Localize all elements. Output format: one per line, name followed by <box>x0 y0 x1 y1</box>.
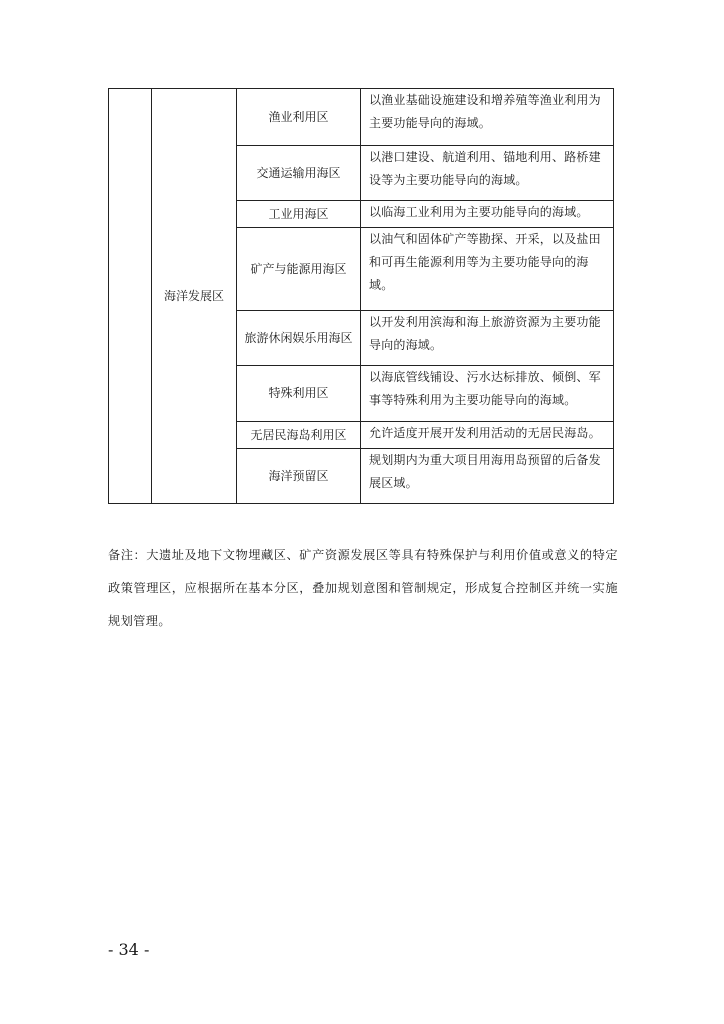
page-number: - 34 - <box>108 940 150 959</box>
remark-paragraph: 备注：大遗址及地下文物埋藏区、矿产资源发展区等具有特殊保护与利用价值或意义的特定政策管理区，应根据所在基本分区，叠加规划意图和管制规定，形成复合控制区并统一实施规划管理。 <box>108 548 618 629</box>
area-cell: 海洋发展区 <box>152 89 237 504</box>
subzone-description: 以开发利用滨海和海上旅游资源为主要功能导向的海域。 <box>361 311 614 366</box>
category-cell <box>109 89 152 504</box>
subzone-description: 以临海工业利用为主要功能导向的海域。 <box>361 201 614 228</box>
subzone-description: 允许适度开展开发利用活动的无居民海岛。 <box>361 422 614 449</box>
subzone-description: 以海底管线铺设、污水达标排放、倾倒、军事等特殊利用为主要功能导向的海域。 <box>361 366 614 422</box>
subzone-name: 交通运输用海区 <box>237 146 361 201</box>
subzone-name: 渔业利用区 <box>237 89 361 146</box>
subzone-description: 以渔业基础设施建设和增养殖等渔业利用为主要功能导向的海域。 <box>361 89 614 146</box>
subzone-name: 矿产与能源用海区 <box>237 228 361 311</box>
subzone-description: 以港口建设、航道利用、锚地利用、路桥建设等为主要功能导向的海域。 <box>361 146 614 201</box>
subzone-name: 海洋预留区 <box>237 449 361 504</box>
subzone-name: 工业用海区 <box>237 201 361 228</box>
subzone-description: 以油气和固体矿产等勘探、开采，以及盐田和可再生能源利用等为主要功能导向的海域。 <box>361 228 614 311</box>
subzone-description: 规划期内为重大项目用海用岛预留的后备发展区域。 <box>361 449 614 504</box>
subzone-name: 特殊利用区 <box>237 366 361 422</box>
zoning-table-container <box>108 88 614 504</box>
table-row <box>109 89 614 146</box>
subzone-name: 无居民海岛利用区 <box>237 422 361 449</box>
zoning-table <box>108 88 614 504</box>
subzone-name: 旅游休闲娱乐用海区 <box>237 311 361 366</box>
